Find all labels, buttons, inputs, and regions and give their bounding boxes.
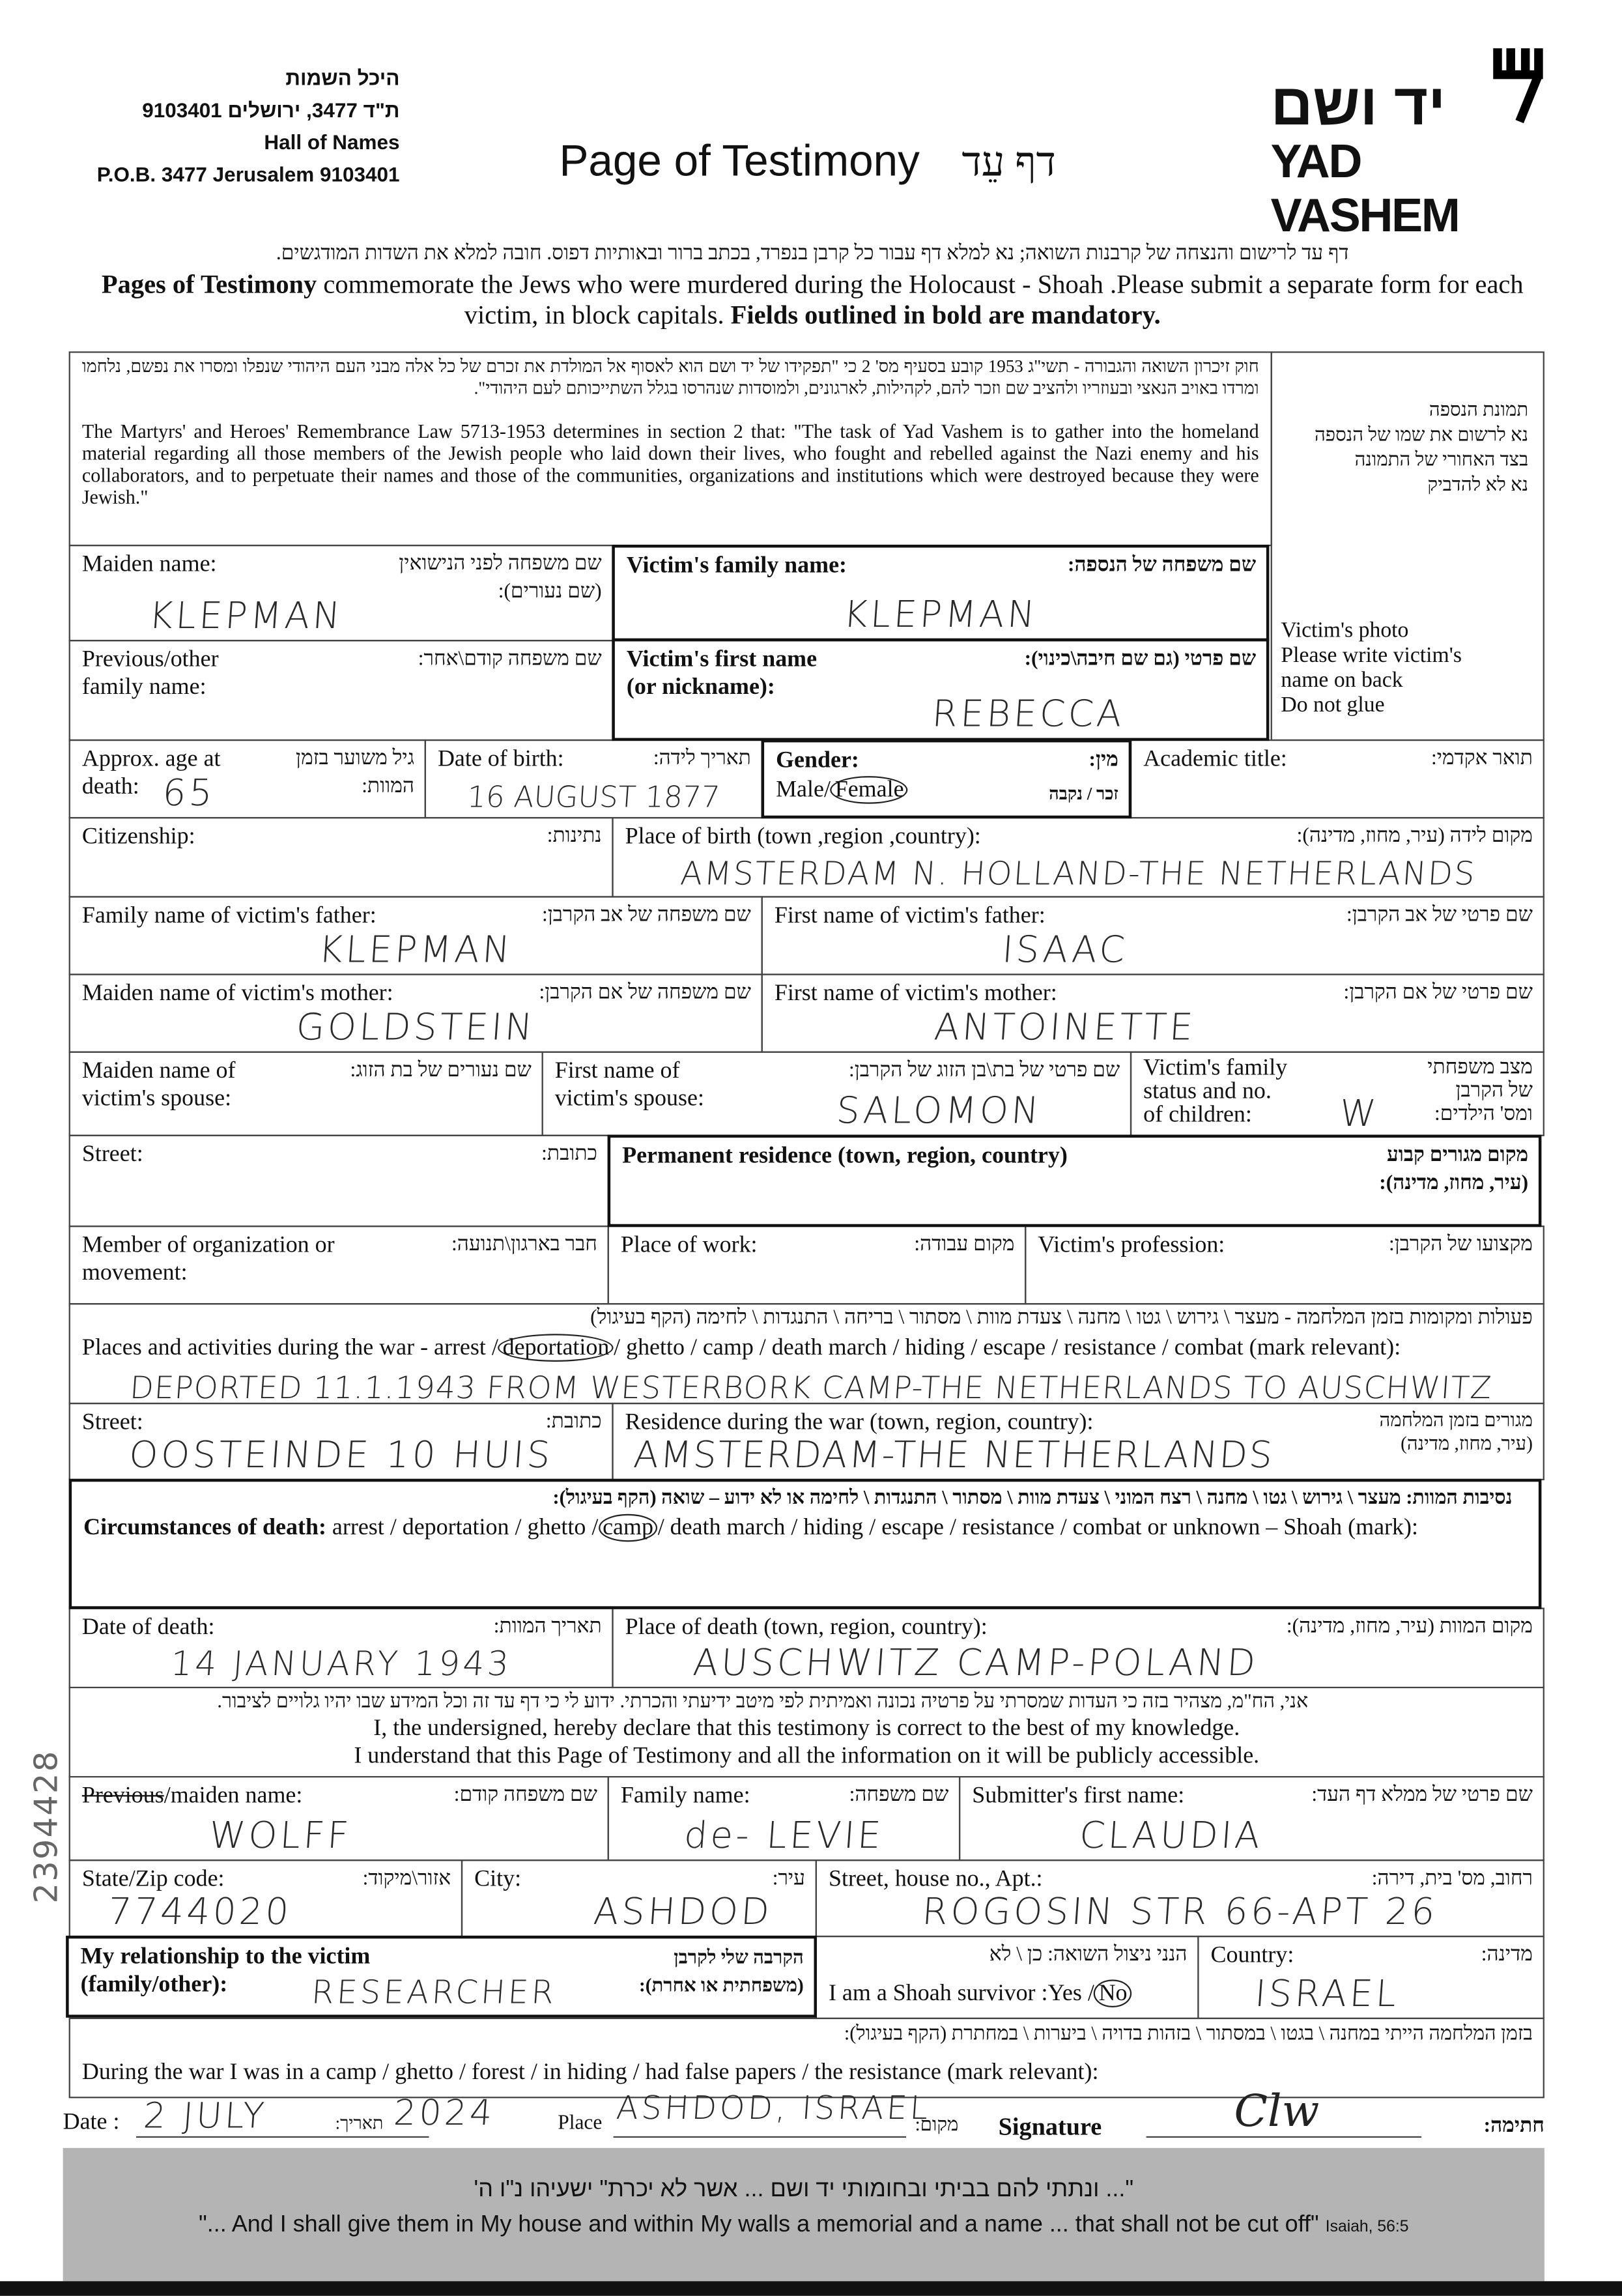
date-value[interactable]: 2 JULY xyxy=(142,2095,269,2136)
gender-field[interactable] xyxy=(761,739,1132,818)
war-residence-value: AMSTERDAM-THE NETHERLANDS xyxy=(632,1433,1275,1476)
gender-options xyxy=(776,777,908,803)
address-en-2: P.O.B. 3477 Jerusalem 9103401 xyxy=(96,162,400,186)
label-he: מקצועו של הקרבן: xyxy=(1388,1234,1533,1257)
submitter-family-name-field[interactable] xyxy=(608,1776,961,1861)
father-family-name-field[interactable] xyxy=(69,896,763,975)
label-he: כתובת: xyxy=(541,1143,597,1166)
label-he: שם נעורים של בת הזוג: xyxy=(350,1060,532,1082)
label: Permanent residence (town, region, country) xyxy=(622,1143,1068,1169)
date-label-he: תאריך: xyxy=(335,2112,384,2134)
spouse-first-name-field[interactable] xyxy=(542,1052,1132,1136)
label: Gender: xyxy=(776,748,859,773)
label: Family name of victim's father: xyxy=(81,903,377,928)
label xyxy=(82,1782,303,1810)
label: Residence during the war (town, region, country): xyxy=(625,1410,1094,1435)
intro-text-1: commemorate the Jews who were murdered during the Holocaust - Shoah .Please submit a separate form for each victim, in block capitals. xyxy=(317,269,1524,330)
label-he: עיר: xyxy=(772,1868,806,1891)
submitter-street-field[interactable] xyxy=(816,1859,1544,1937)
father-family-value: KLEPMAN xyxy=(317,928,515,971)
label: Academic title: xyxy=(1143,747,1287,772)
father-first-value: ISAAC xyxy=(1001,928,1130,971)
logo-flame-icon xyxy=(1490,41,1556,129)
city-value: ASHDOD xyxy=(592,1890,774,1933)
intro-bold-1: Pages of Testimony xyxy=(101,269,317,299)
label: Country: xyxy=(1210,1943,1294,1968)
shoah-survivor-field[interactable] xyxy=(816,1936,1199,2019)
label: State/Zip code: xyxy=(81,1867,225,1892)
war-street-value: OOSTEINDE 10 HUIS xyxy=(128,1433,555,1476)
label: Maiden name: xyxy=(81,552,217,577)
submitter-street-value: ROGOSIN STR 66-APT 26 xyxy=(920,1890,1440,1933)
organization-field[interactable] xyxy=(69,1226,609,1304)
submitter-family-value: de- LEVIE xyxy=(683,1814,885,1857)
label-text: /maiden name: xyxy=(164,1783,303,1809)
page-title-he: דף עֵד xyxy=(961,140,1056,186)
declaration xyxy=(69,1687,1544,1777)
dob-value: 16 AUGUST 1877 xyxy=(466,779,721,814)
circumstances-of-death-field[interactable] xyxy=(69,1479,1542,1609)
label-he: שם פרטי (גם שם חיבה\כינוי): xyxy=(1024,648,1257,671)
struck-previous: Previous xyxy=(81,1783,164,1809)
place-label: Place xyxy=(558,2112,603,2135)
label-he: שם פרטי של ממלא דף העד: xyxy=(1311,1785,1533,1807)
relationship-value: RESEARCHER xyxy=(310,1975,558,2012)
mother-maiden-name-field[interactable] xyxy=(69,973,763,1052)
profession-field[interactable] xyxy=(1025,1226,1544,1304)
gender-options-he: זכר / נקבה xyxy=(1049,783,1118,804)
label: Place of death (town, region, country): xyxy=(625,1614,988,1640)
declaration-en-1: I, the undersigned, hereby declare that this testimony is correct to the best of my knowledge. xyxy=(373,1715,1240,1742)
academic-title-field[interactable] xyxy=(1130,739,1544,818)
label-he: שם משפחה של אם הקרבן: xyxy=(539,982,751,1005)
label: Citizenship: xyxy=(81,824,195,850)
label-he: שם משפחה קודם\אחר: xyxy=(418,648,602,671)
place-label-he: מקום: xyxy=(915,2112,959,2135)
label: Circumstances of death: xyxy=(83,1515,326,1541)
footer-quote-en: "... And I shall give them in My house and within My walls a memorial and a name ... that shall not be cut off" xyxy=(199,2212,1319,2237)
victim-first-name-field[interactable] xyxy=(612,639,1269,741)
label-he: מקום לידה (עיר, מחוז, מדינה): xyxy=(1296,825,1533,848)
date-of-birth-field[interactable] xyxy=(425,739,763,818)
father-first-name-field[interactable] xyxy=(761,896,1544,975)
label: Victim's family status and no. of children: xyxy=(1143,1055,1288,1128)
address-he-1: היכל השמות xyxy=(285,66,400,90)
war-activities-field[interactable] xyxy=(69,1303,1544,1404)
survivor-label: I am a Shoah survivor :Yes / xyxy=(828,1981,1094,2006)
during-war-he: בזמן המלחמה הייתי במחנה \ בגטו \ במסתור \ בזהות בדויה \ ביערות \ במחתרת (הקף בעיגול): xyxy=(844,2022,1533,2045)
maiden-name-field[interactable] xyxy=(69,545,614,641)
intro-bold-2: Fields outlined in bold are mandatory. xyxy=(730,300,1161,330)
label-he: שם פרטי של בת\בן הזוג של הקרבן: xyxy=(849,1060,1120,1082)
page-title: Page of Testimony xyxy=(559,137,920,186)
label: Victim's profession: xyxy=(1038,1233,1225,1258)
label-he: שם משפחה קודם: xyxy=(453,1785,597,1807)
law-text-en: The Martyrs' and Heroes' Remembrance Law 5713-1953 determines in section 2 that: "The task of Yad Vashem is to gather into the homeland material regarding all those members of the Jewish people who laid down their lives, who fought and rebelled against the Nazi enemy and his collaborators, and to perpetuate their names and those of the communities, organizations and institutions which were destroyed because they were Jewish." xyxy=(81,420,1259,508)
date-line xyxy=(136,2136,429,2138)
label-he: גיל משוער בזמן המוות: xyxy=(296,748,414,798)
mother-first-name-field[interactable] xyxy=(761,973,1544,1052)
family-status-field[interactable] xyxy=(1130,1052,1544,1136)
country-field[interactable] xyxy=(1197,1936,1544,2019)
war-activities-label xyxy=(82,1336,1401,1362)
label-he: שם פרטי של אם הקרבן: xyxy=(1343,982,1533,1005)
country-value: ISRAEL xyxy=(1253,1972,1401,2015)
label: Place of work: xyxy=(620,1233,758,1258)
submitter-first-value: CLAUDIA xyxy=(1077,1814,1264,1857)
label-he: שם משפחה: xyxy=(849,1785,949,1807)
age-value: 65 xyxy=(161,771,217,814)
label-he: הקרבה שלי לקרבן (משפחתית או אחרת): xyxy=(639,1945,804,1996)
label: Street: xyxy=(81,1410,143,1435)
label: Place of birth (town ,region ,country): xyxy=(625,824,981,850)
label-he: מצב משפחתי של הקרבן ומס' הילדים: xyxy=(1427,1057,1533,1126)
death-date-value: 14 JANUARY 1943 xyxy=(169,1645,513,1684)
submitter-maiden-name-field[interactable] xyxy=(69,1776,609,1861)
death-place-value: AUSCHWITZ CAMP-POLAND xyxy=(691,1641,1260,1684)
margin-id-stamp: 2394428 xyxy=(29,1749,66,1904)
gender-male-option[interactable]: Male/ xyxy=(776,777,831,803)
permanent-residence-field[interactable] xyxy=(608,1135,1542,1227)
address-en-1: Hall of Names xyxy=(264,130,400,154)
war-activities-value: DEPORTED 11.1.1943 FROM WESTERBORK CAMP-THE NETHERLANDS TO AUSCHWITZ xyxy=(128,1370,1494,1406)
label: Date of birth: xyxy=(437,747,564,772)
label-he: תאריך המוות: xyxy=(493,1616,602,1639)
footer-quote-he: "... ונתתי להם בביתי ובחומותי יד ושם ... אשר לא יכרת" ישעיהו נ"ו ה' xyxy=(474,2177,1134,2202)
label: Maiden name of victim's spouse: xyxy=(81,1058,236,1112)
footer-quote-ref: Isaiah, 56:5 xyxy=(1325,2218,1409,2236)
label-he: הנני ניצול השואה: כן \ לא xyxy=(989,1944,1188,1967)
intro-text xyxy=(88,238,1537,331)
city-field[interactable] xyxy=(461,1859,817,1937)
law-text-box xyxy=(69,351,1272,546)
label: Submitter's first name: xyxy=(972,1783,1185,1809)
submitter-maiden-value: WOLFF xyxy=(207,1814,353,1857)
spouse-maiden-name-field[interactable] xyxy=(69,1052,543,1136)
war-residence-field[interactable] xyxy=(612,1403,1544,1480)
label-he: תואר אקדמי: xyxy=(1430,748,1533,771)
mother-maiden-value: GOLDSTEIN xyxy=(294,1005,537,1049)
age-at-death-field[interactable] xyxy=(69,739,426,818)
address-he-2: ת"ד 3477, ירושלים 9103401 xyxy=(142,98,400,122)
mother-first-value: ANTOINETTE xyxy=(933,1005,1197,1049)
photo-box[interactable] xyxy=(1271,351,1544,741)
label: Victim's first name (or nickname): xyxy=(626,647,818,700)
zip-code-field[interactable] xyxy=(69,1859,463,1937)
signature-label-he: חתימה: xyxy=(1483,2116,1544,2138)
label: My relationship to the victim (family/other): xyxy=(80,1944,371,1998)
circumstances-he: נסיבות המוות: מעצר \ גירוש \ גטו \ מחנה \ רצח המוני \ צעדת מוות \ מסתור \ התנגדות \ לחימה או לא ידוע – שואה (הקף בעיגול): xyxy=(552,1486,1513,1508)
address-block xyxy=(97,61,400,190)
place-value[interactable]: ASHDOD, ISRAEL xyxy=(615,2091,932,2128)
photo-instructions-en: Victim's photo Please write victim's name on back Do not glue xyxy=(1281,619,1462,718)
label-he: מדינה: xyxy=(1481,1944,1533,1967)
previous-name-field[interactable] xyxy=(69,640,614,741)
camp-circled: camp xyxy=(598,1514,657,1542)
family-status-value: W xyxy=(1338,1092,1380,1135)
label-he: רחוב, מס' בית, דירה: xyxy=(1371,1868,1533,1891)
family-name-value: KLEPMAN xyxy=(842,593,1040,636)
signature-value: Clw xyxy=(1234,2086,1320,2138)
label-post: / death march / hiding / escape / resistance / combat or unknown – Shoah (mark): xyxy=(657,1515,1418,1541)
declaration-en-2: I understand that this Page of Testimony and all the information on it will be publicly accessible. xyxy=(354,1744,1260,1769)
label: Maiden name of victim's mother: xyxy=(81,981,393,1006)
label-he: מקום עבודה: xyxy=(914,1234,1015,1257)
intro-he: דף עד לרישום והנצחה של קרבנות השואה; נא למלא דף עבור כל קרבן בנפרד, בכתב ברור ובאותיות דפוס. חובה למלא את השדות המודגשים. xyxy=(276,243,1349,265)
survivor-options xyxy=(829,1981,1131,2007)
label: Street, house no., Apt.: xyxy=(828,1867,1043,1892)
spouse-first-value: SALOMON xyxy=(834,1089,1044,1132)
war-street-field[interactable] xyxy=(69,1403,614,1480)
scan-bottom-edge xyxy=(0,2281,1622,2295)
submitter-first-name-field[interactable] xyxy=(959,1776,1544,1861)
label-he: אזור\מיקוד: xyxy=(362,1868,451,1891)
signoff-row xyxy=(63,2086,1544,2147)
label-he: כתובת: xyxy=(545,1411,602,1434)
label: Previous/other family name: xyxy=(81,647,219,700)
label: First name of victim's father: xyxy=(774,903,1046,928)
relationship-field[interactable] xyxy=(66,1936,817,2018)
label-he: נתינות: xyxy=(547,825,602,848)
date-of-death-field[interactable] xyxy=(69,1608,614,1689)
label: City: xyxy=(474,1867,522,1892)
yad-vashem-logo xyxy=(1270,41,1556,242)
citizenship-field[interactable] xyxy=(69,817,614,898)
label-he: תאריך לידה: xyxy=(653,748,751,771)
first-name-value: REBECCA xyxy=(930,692,1126,736)
footer-quote xyxy=(63,2148,1544,2282)
victim-family-name-field[interactable] xyxy=(612,545,1269,641)
label-he: מקום מגורים קבוע (עיר, מחוז, מדינה): xyxy=(1379,1145,1529,1195)
label-he: שם משפחה של אב הקרבן: xyxy=(541,904,751,927)
label-he: שם פרטי של אב הקרבן: xyxy=(1346,904,1533,927)
declaration-he: אני, הח"מ, מצהיר בזה כי העדות שמסרתי על פרטיה נכונה ואמיתית לפי מיטב ידיעתי והכרתי. ידוע לי כי דף עד זה וכל המידע שבו יהיו גלויים לציבור. xyxy=(217,1689,1309,1712)
street-field[interactable] xyxy=(69,1135,609,1227)
label-he: מגורים בזמן המלחמה (עיר, מחוז, מדינה) xyxy=(1379,1408,1533,1454)
logo-en: YAD VASHEM xyxy=(1270,134,1459,242)
date-label: Date : xyxy=(63,2110,120,2135)
label-he: חבר בארגון\תנועה: xyxy=(451,1234,597,1257)
label: Victim's family name: xyxy=(626,553,847,579)
label-he: שם משפחה לפני הנישואין (שם נעורים): xyxy=(399,553,602,603)
photo-instructions-he: תמונת הנספה נא לרשום את שמו של הנספה בצד האחורי של התמונה נא לא להדביק xyxy=(1315,398,1529,495)
place-line xyxy=(614,2136,906,2138)
label-pre: arrest / deportation / ghetto / xyxy=(326,1515,599,1541)
label: Approx. age at death: xyxy=(81,747,221,800)
gender-female-option-circled[interactable]: Female xyxy=(831,776,908,804)
date-year-value[interactable]: 2024 xyxy=(392,2092,496,2134)
label: First name of victim's mother: xyxy=(774,981,1057,1006)
during-war-en: During the war I was in a camp / ghetto / forest / in hiding / had false papers / the resistance (mark relevant): xyxy=(81,2059,1099,2086)
maiden-name-value: KLEPMAN xyxy=(147,594,345,637)
label-he: מין: xyxy=(1088,749,1118,772)
circumstances-label xyxy=(83,1515,1418,1542)
logo-he: יד ושם xyxy=(1270,73,1446,138)
label: Family name: xyxy=(620,1783,750,1809)
label-he: שם משפחה של הנספה: xyxy=(1067,554,1257,577)
survivor-no-circled[interactable]: No xyxy=(1094,1979,1131,2007)
law-text-he: חוק זיכרון השואה והגבורה - תשי"ג 1953 קובע בסעיף מס' 2 כי "תפקידו של יד ושם הוא לאסוף אל המולדת את זכרם של כל אלה מבני העם היהודי שנפלו ומסרו את נפשם, נלחמו ומרדו באויב הנאצי ובעוזריו ולהציב שם וזכר להם, לקהילות, לארגונים, ולמוסדות שנהרסו בגלל השתייכותם לעם היהודי". xyxy=(81,356,1259,399)
zip-value: 7744020 xyxy=(106,1890,293,1933)
deportation-circled: deportation xyxy=(498,1334,614,1362)
during-war-field[interactable] xyxy=(69,2018,1544,2099)
signature-label: Signature xyxy=(998,2112,1102,2141)
birth-place-value: AMSTERDAM N. HOLLAND-THE NETHERLANDS xyxy=(679,856,1477,893)
label: Date of death: xyxy=(81,1614,215,1640)
label-post: / ghetto / camp / death march / hiding / escape / resistance / combat (mark relevant): xyxy=(614,1335,1401,1360)
place-of-death-field[interactable] xyxy=(612,1608,1544,1689)
label-pre: Places and activities during the war - arrest / xyxy=(81,1335,498,1360)
label: Street: xyxy=(81,1141,143,1168)
war-activities-he: פעולות ומקומות בזמן המלחמה - מעצר \ גירוש \ גטו \ מחנה \ צעדת מוות \ מסתור \ בריחה \ התנגדות \ לחימה (הקף בעיגול) xyxy=(590,1307,1533,1330)
label: Member of organization or movement: xyxy=(81,1233,335,1286)
place-of-birth-field[interactable] xyxy=(612,817,1544,898)
label-he: מקום המוות (עיר, מחוז, מדינה): xyxy=(1286,1616,1533,1639)
place-of-work-field[interactable] xyxy=(608,1226,1027,1304)
label: First name of victim's spouse: xyxy=(554,1058,704,1112)
